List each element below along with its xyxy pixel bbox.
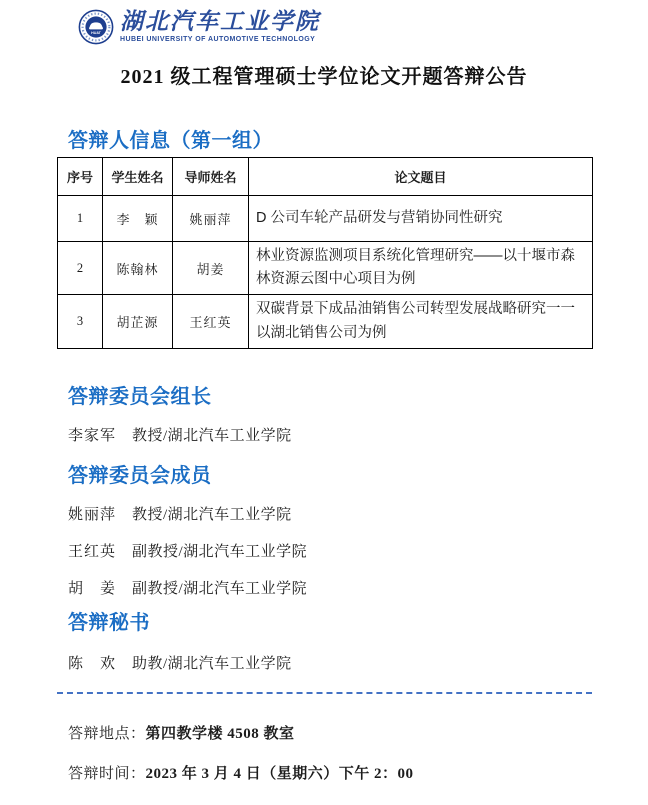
defense-time-line: [68, 762, 414, 783]
cell-student: 胡芷源: [103, 295, 173, 348]
page-title: 2021 级工程管理硕士学位论文开题答辩公告: [120, 66, 528, 88]
member-name: 姚丽萍: [68, 507, 117, 523]
university-seal-icon: [78, 9, 114, 45]
col-header-advisor: 导师姓名: [173, 158, 249, 196]
member-title: 教授/湖北汽车工业学院: [132, 428, 292, 444]
table-row: [58, 242, 593, 295]
cell-student: 陈翰林: [103, 242, 173, 295]
defense-location-line: [68, 722, 295, 743]
cell-no: 2: [58, 242, 103, 295]
col-header-thesis: 论文题目: [249, 158, 593, 196]
dashed-divider: [57, 692, 592, 694]
cell-advisor: 王红英: [173, 295, 249, 348]
cell-advisor: 胡姜: [173, 242, 249, 295]
member-name: 李家军: [68, 428, 117, 444]
section-heading-members: 答辩委员会成员: [68, 465, 212, 487]
member-name: 胡 姜: [68, 581, 117, 597]
committee-member: [68, 424, 292, 445]
svg-text:HUAT: HUAT: [91, 31, 101, 36]
committee-member: [68, 540, 307, 561]
location-value: 第四教学楼 4508 教室: [145, 726, 295, 742]
table-row: [58, 295, 593, 348]
section-heading-secretary: 答辩秘书: [68, 612, 150, 634]
table-row: [58, 196, 593, 242]
committee-member: [68, 503, 292, 524]
cell-no: 1: [58, 196, 103, 242]
cell-thesis: 林业资源监测项目系统化管理研究——以十堰市森林资源云图中心项目为例: [249, 242, 593, 295]
cell-thesis: 双碳背景下成品油销售公司转型发展战略研究一一以湖北销售公司为例: [249, 295, 593, 348]
university-name-en: HUBEI UNIVERSITY OF AUTOMOTIVE TECHNOLOGY: [120, 36, 316, 43]
committee-member: [68, 652, 292, 673]
member-title: 副教授/湖北汽车工业学院: [132, 581, 308, 597]
university-logo: [78, 9, 320, 45]
member-title: 副教授/湖北汽车工业学院: [132, 544, 308, 560]
cell-advisor: 姚丽萍: [173, 196, 249, 242]
university-name-cn: 湖北汽车工业学院: [120, 9, 320, 34]
location-label: 答辩地点：: [68, 726, 146, 742]
time-value: 2023 年 3 月 4 日（星期六）下午 2：00: [145, 766, 414, 782]
committee-member: [68, 577, 307, 598]
member-title: 助教/湖北汽车工业学院: [132, 656, 292, 672]
cell-student: 李 颖: [103, 196, 173, 242]
section-heading-chair: 答辩委员会组长: [68, 386, 212, 408]
table-header-row: [58, 158, 593, 196]
member-name: 王红英: [68, 544, 117, 560]
member-name: 陈 欢: [68, 656, 117, 672]
section-heading-applicants: 答辩人信息（第一组）: [68, 130, 273, 152]
cell-thesis: D 公司车轮产品研发与营销协同性研究: [249, 196, 593, 242]
cell-no: 3: [58, 295, 103, 348]
applicants-table: [57, 157, 593, 349]
member-title: 教授/湖北汽车工业学院: [132, 507, 292, 523]
col-header-student: 学生姓名: [103, 158, 173, 196]
time-label: 答辩时间：: [68, 766, 146, 782]
col-header-no: 序号: [58, 158, 103, 196]
